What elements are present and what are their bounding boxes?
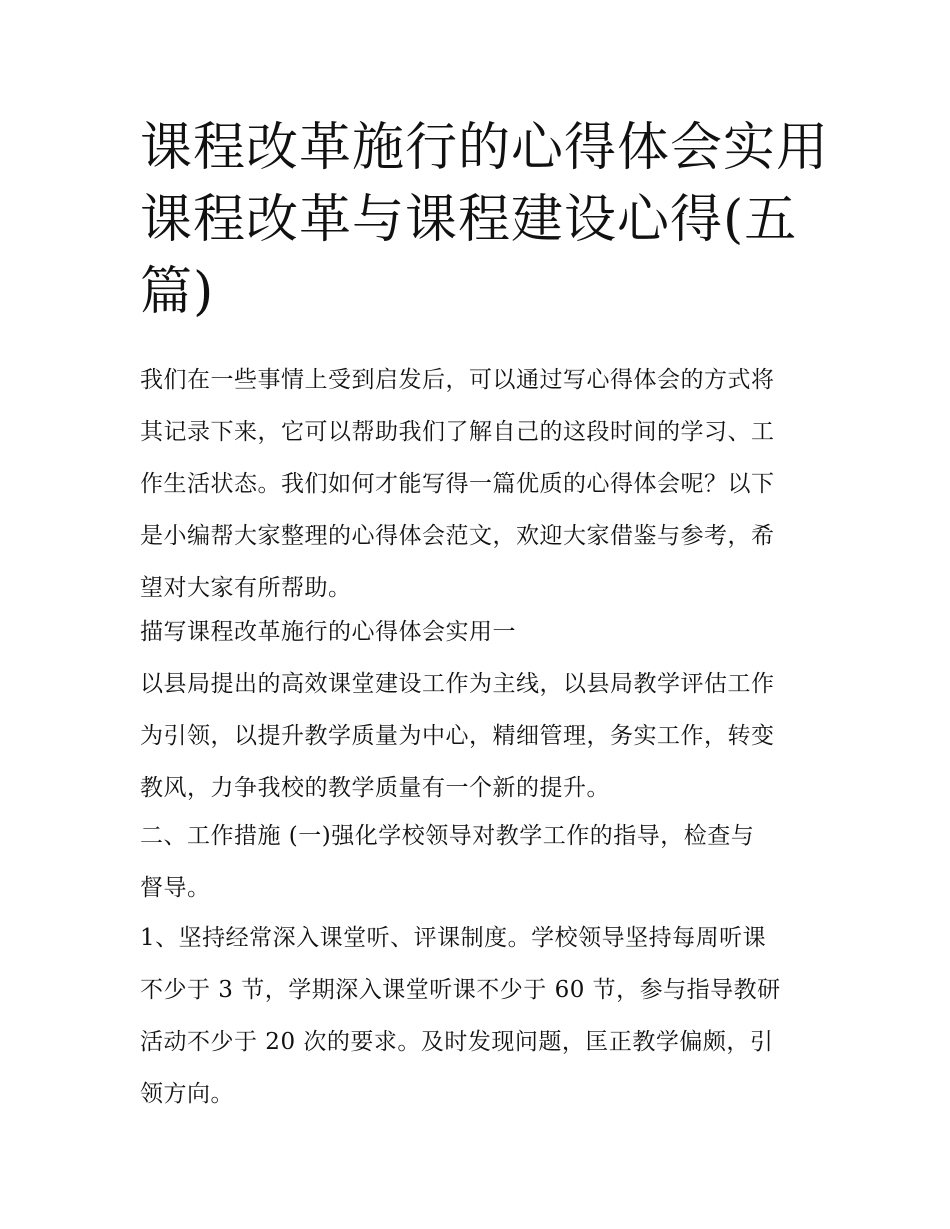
section-heading xyxy=(140,606,820,658)
intro-line: 作生活状态。我们如何才能写得一篇优质的心得体会呢？以下 xyxy=(140,471,775,497)
paragraph-1-line: 以县局提出的高效课堂建设工作为主线，以县局教学评估工作 xyxy=(140,671,775,697)
title-line-1: 课程改革施行的心得体会实用 xyxy=(140,118,830,178)
document-title xyxy=(140,112,830,328)
paragraph-1 xyxy=(140,658,820,814)
paragraph-1-line: 教风，力争我校的教学质量有一个新的提升。 xyxy=(140,775,610,801)
intro-line: 其记录下来，它可以帮助我们了解自己的这段时间的学习、工 xyxy=(140,419,775,445)
title-line-3: 篇) xyxy=(140,262,215,322)
paragraph-3-line: 领方向。 xyxy=(140,1081,234,1107)
title-line-2: 课程改革与课程建设心得(五 xyxy=(140,190,798,250)
section-heading-text: 描写课程改革施行的心得体会实用一 xyxy=(140,619,516,645)
paragraph-3-line: 1、坚持经常深入课堂听、评课制度。学校领导坚持每周听课 xyxy=(140,925,767,951)
intro-paragraph xyxy=(140,354,820,614)
intro-line: 望对大家有所帮助。 xyxy=(140,575,352,601)
paragraph-3-line: 不少于 3 节，学期深入课堂听课不少于 60 节，参与指导教研 xyxy=(140,977,781,1003)
paragraph-2-line: 二、工作措施 (一)强化学校领导对教学工作的指导，检查与 xyxy=(140,823,755,849)
intro-line: 我们在一些事情上受到启发后，可以通过写心得体会的方式将 xyxy=(140,367,775,393)
paragraph-3 xyxy=(140,912,820,1120)
paragraph-3-line: 活动不少于 20 次的要求。及时发现问题，匡正教学偏颇，引 xyxy=(140,1029,774,1055)
intro-line: 是小编帮大家整理的心得体会范文，欢迎大家借鉴与参考，希 xyxy=(140,523,775,549)
paragraph-2-line: 督导。 xyxy=(140,875,211,901)
paragraph-2 xyxy=(140,810,820,914)
paragraph-1-line: 为引领，以提升教学质量为中心，精细管理，务实工作，转变 xyxy=(140,723,775,749)
